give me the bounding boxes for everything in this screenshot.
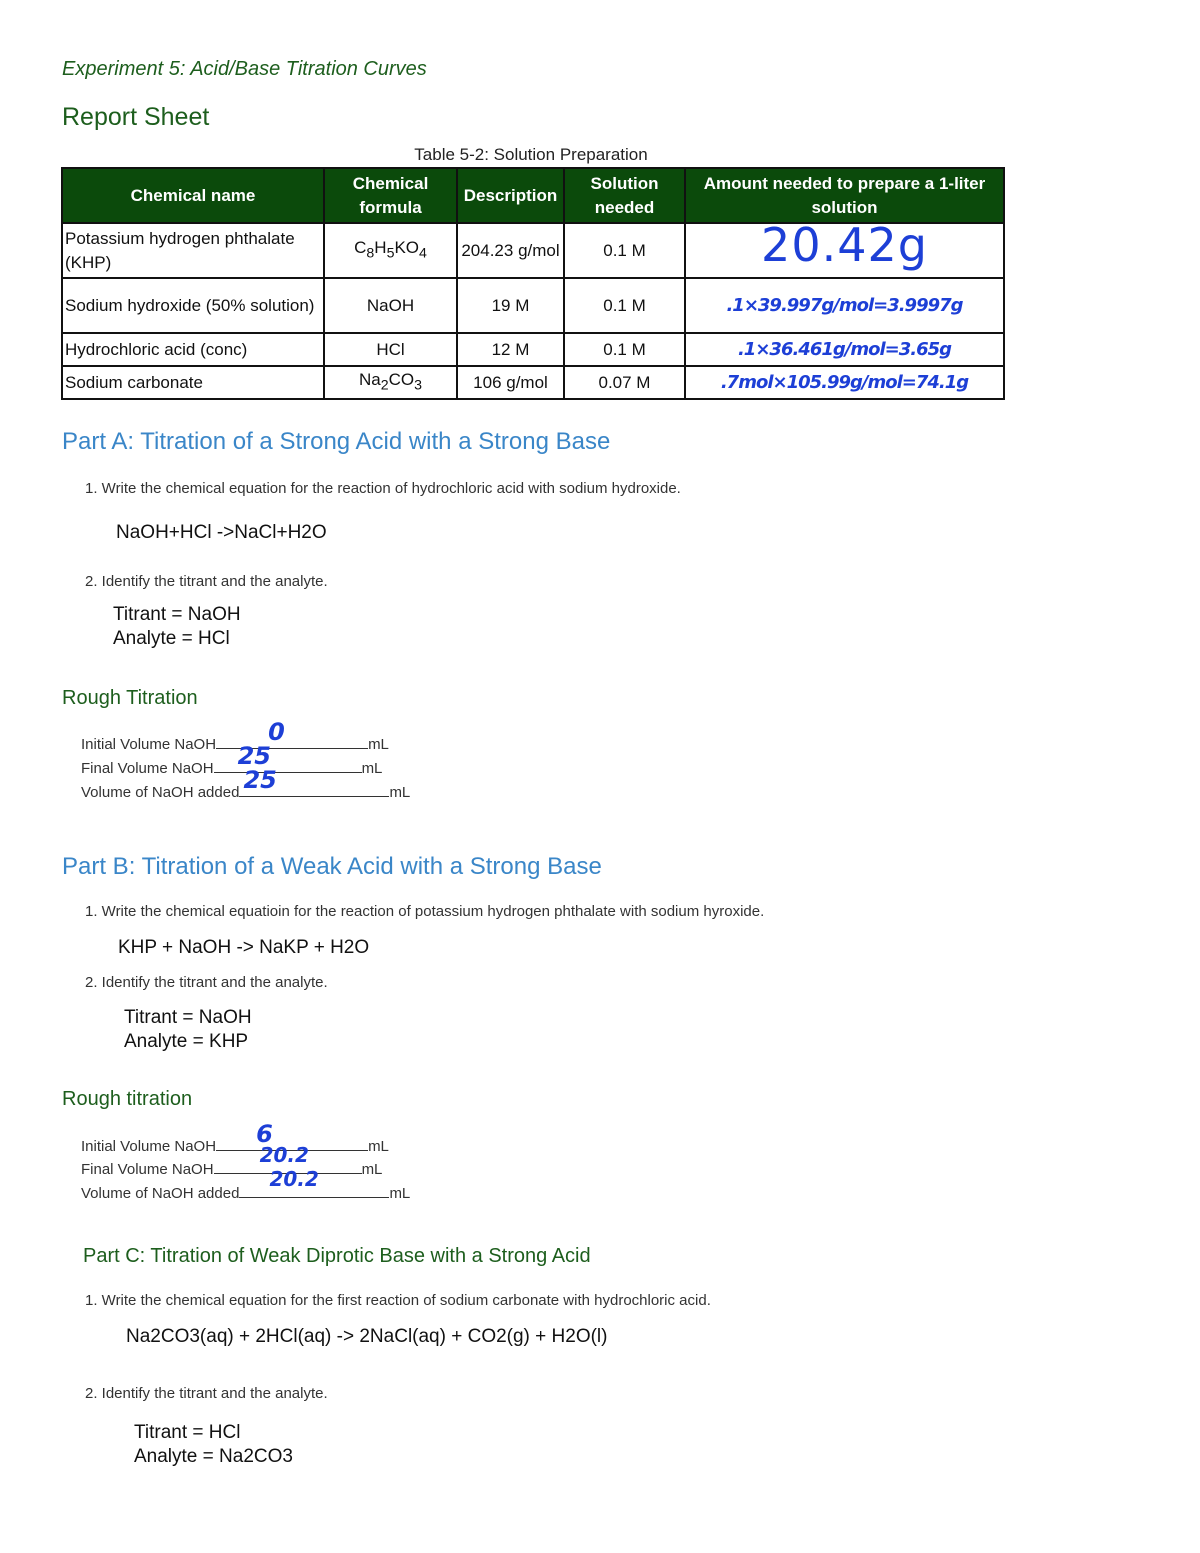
table-row [62, 223, 1004, 278]
solution-needed-cell: 0.07 M [564, 366, 685, 399]
part-c-heading: Part C: Titration of Weak Diprotic Base with a Strong Acid [83, 1245, 591, 1267]
part-a-heading: Part A: Titration of a Strong Acid with a Strong Base [62, 428, 611, 455]
unit-label: mL [389, 784, 411, 801]
header-chemical-formula: Chemical formula [324, 168, 457, 223]
header-description: Description [457, 168, 564, 223]
part-b-answer-1: KHP + NaOH -> NaKP + H2O [118, 937, 370, 958]
handwritten-value: 25 [243, 766, 277, 794]
part-a-question-2: 2. Identify the titrant and the analyte. [85, 573, 328, 590]
description-cell: 204.23 g/mol [457, 223, 564, 278]
solution-preparation-table [61, 167, 1005, 400]
handwritten-amount: 20.42g [761, 218, 928, 272]
part-a-initial-volume [81, 718, 389, 753]
table-row [62, 366, 1004, 399]
part-b-heading: Part B: Titration of a Weak Acid with a Strong Base [62, 853, 602, 880]
part-a-rough-heading: Rough Titration [62, 687, 198, 709]
solution-needed-cell: 0.1 M [564, 333, 685, 366]
part-b-question-1: 1. Write the chemical equatioin for the reaction of potassium hydrogen phthalate with sodium hyroxide. [85, 903, 765, 920]
solution-needed-cell: 0.1 M [564, 223, 685, 278]
part-c-question-2: 2. Identify the titrant and the analyte. [85, 1385, 328, 1402]
unit-label: mL [361, 1161, 383, 1178]
part-b-question-2: 2. Identify the titrant and the analyte. [85, 974, 328, 991]
description-cell: 106 g/mol [457, 366, 564, 399]
table-row [62, 333, 1004, 366]
description-cell: 19 M [457, 278, 564, 333]
unit-label: mL [368, 736, 389, 753]
header-solution-needed: Solution needed [564, 168, 685, 223]
chemical-formula-cell: HCl [324, 333, 457, 366]
part-b-rough-heading: Rough titration [62, 1088, 193, 1110]
added-volume-label: Volume of NaOH added [81, 784, 240, 801]
amount-cell [685, 366, 1004, 399]
table-caption: Table 5-2: Solution Preparation [414, 145, 648, 164]
part-c-question-1: 1. Write the chemical equation for the first reaction of sodium carbonate with hydrochloric acid. [85, 1292, 711, 1309]
part-a-answer-1: NaOH+HCl ->NaCl+H2O [116, 522, 327, 543]
part-b-titrant: Titrant = NaOH [124, 1007, 252, 1028]
chemical-name-cell: Potassium hydrogen phthalate (KHP) [62, 223, 324, 278]
chemical-formula-cell: NaOH [324, 278, 457, 333]
unit-label: mL [389, 1185, 411, 1202]
amount-cell [685, 333, 1004, 366]
handwritten-amount: .1×36.461g/mol=3.65g [737, 338, 952, 360]
part-a-analyte: Analyte = HCl [113, 628, 230, 649]
header-amount-needed: Amount needed to prepare a 1-liter solution [685, 168, 1004, 223]
chemical-formula-cell: $C_8H_5KO_4$ [324, 223, 457, 278]
table-row [62, 278, 1004, 333]
amount-cell [685, 278, 1004, 333]
header-chemical-name: Chemical name [62, 168, 324, 223]
handwritten-value: 25 [237, 742, 271, 770]
part-b-analyte: Analyte = KHP [124, 1031, 249, 1052]
final-volume-label: Final Volume NaOH [81, 1161, 214, 1178]
unit-label: mL [361, 760, 383, 777]
handwritten-value: 6 [256, 1120, 273, 1148]
chemical-name-cell: Sodium carbonate [62, 366, 324, 399]
part-c-analyte: Analyte = Na2CO3 [134, 1446, 293, 1467]
added-volume-label: Volume of NaOH added [81, 1185, 240, 1202]
handwritten-value: 0 [268, 718, 285, 746]
chemical-name-cell: Hydrochloric acid (conc) [62, 333, 324, 366]
initial-volume-label: Initial Volume NaOH [81, 1138, 217, 1155]
part-c-answer-1: Na2CO3(aq) + 2HCl(aq) -> 2NaCl(aq) + CO2(g) + H2O(l) [126, 1326, 608, 1347]
part-a-question-1: 1. Write the chemical equation for the reaction of hydrochloric acid with sodium hydroxide. [85, 480, 681, 497]
report-title: Report Sheet [62, 103, 210, 131]
experiment-title: Experiment 5: Acid/Base Titration Curves [62, 58, 427, 80]
handwritten-value: 20.2 [259, 1143, 309, 1167]
initial-volume-label: Initial Volume NaOH [81, 736, 217, 753]
handwritten-amount: .7mol×105.99g/mol=74.1g [720, 371, 969, 393]
part-a-titrant: Titrant = NaOH [113, 604, 241, 625]
chemical-name-cell: Sodium hydroxide (50% solution) [62, 278, 324, 333]
handwritten-value: 20.2 [269, 1167, 319, 1191]
part-c-titrant: Titrant = HCl [134, 1422, 241, 1443]
description-cell: 12 M [457, 333, 564, 366]
part-b-initial-volume [81, 1120, 389, 1155]
handwritten-amount: .1×39.997g/mol=3.9997g [726, 294, 963, 316]
final-volume-blank [214, 742, 362, 773]
amount-cell [685, 218, 1004, 278]
chemical-formula-cell: $Na_2CO_3$ [324, 366, 457, 399]
unit-label: mL [368, 1138, 389, 1155]
table-header-row [62, 168, 1004, 223]
solution-needed-cell: 0.1 M [564, 278, 685, 333]
final-volume-label: Final Volume NaOH [81, 760, 214, 777]
